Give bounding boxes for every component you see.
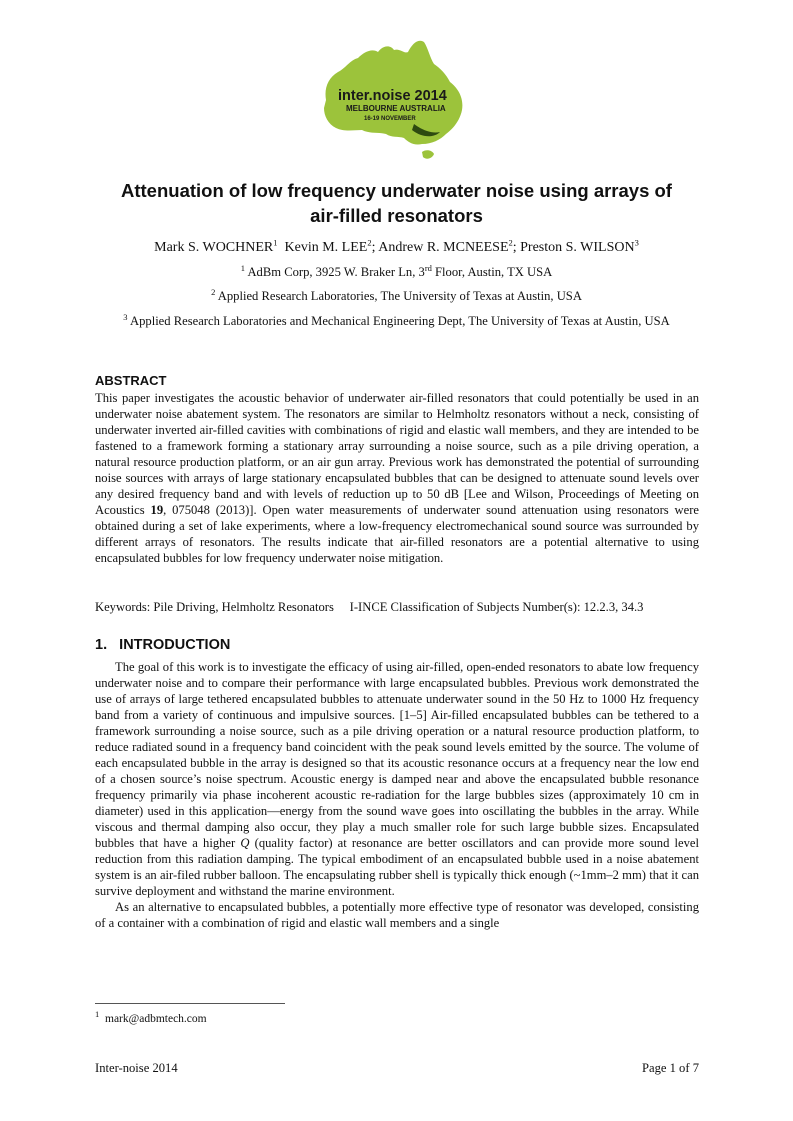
- footer-conference: Inter-noise 2014: [95, 1061, 178, 1075]
- author-separator: [278, 240, 285, 255]
- abstract-text: [95, 390, 699, 566]
- intro-text-part: The goal of this work is to investigate the efficacy of using air-filled, open-ended resonators to abate low frequency underwater noise and to compare their performance with large encapsulated bubbles. Previous work demonstrated the use of arrays of large tethered encapsulated bubbles to attenuate underwater sound in the 50 Hz to 1000 Hz frequency band from a variety of continuous and impulsive sources. [1–5] Air-filled encapsulated bubbles can be tethered to a framework surrounding a noise source, such as a pile driving operation or a natural resource production platform, to reduce radiated sound in a frequency band coincident with the peak sound levels emitted by the source. The volume of each encapsulated bubble in the array is designed so that its acoustic resonance occurs at a frequency near the low end of a chosen source’s noise spectrum. Acoustic energy is damped near and above the encapsulated bubble resonance frequency primarily via phase incoherent acoustic re-radiation for the large bubbles sizes (approximately 10 cm in diameter) used in this application—energy from the sound wave goes into oscillating the bubbles in the array. While viscous and thermal damping also occur, they play a much smaller role for such large bubble sizes. Encapsulated bubbles that have a higher: [95, 660, 699, 850]
- abstract-volume-number: 19: [150, 503, 164, 517]
- logo-line-2: MELBOURNE AUSTRALIA: [346, 104, 446, 113]
- author-mark: 1: [273, 237, 278, 248]
- footnote-divider: [95, 1003, 285, 1004]
- author-name: Preston S. WILSON: [520, 240, 635, 255]
- author-mark: 3: [634, 237, 639, 248]
- australia-map-icon: [318, 38, 468, 163]
- author-mark: 2: [367, 237, 372, 248]
- author-name: Kevin M. LEE: [284, 240, 368, 255]
- affiliation-text: AdBm Corp, 3925 W. Braker Ln, 3: [245, 265, 425, 279]
- affiliation-mark: 1: [240, 262, 245, 273]
- affiliation-1: [40, 262, 753, 280]
- affiliation-text: Applied Research Laboratories, The University of Texas at Austin, USA: [215, 289, 582, 303]
- affiliation-3: [40, 311, 753, 329]
- author-list: [40, 237, 753, 256]
- introduction-heading: 1. INTRODUCTION: [95, 637, 231, 653]
- footer-page-number: Page 1 of 7: [641, 1061, 699, 1075]
- abstract-text-part: This paper investigates the acoustic behavior of underwater air-filled resonators that could potentially be used in an underwater noise abatement system. The resonators are similar to Helmholtz resonators without a neck, consisting of underwater inverted air-filled cavities with combinations of rigid and elastic wall members, and they are intended to be fastened to a framework forming a stationary array surrounding a noise source, such as a pile driving operation, a natural resource production platform, or an air gun array. Previous work has demonstrated the potential of surrounding noise sources with arrays of large stationary encapsulated bubbles that can be designed to attenuate sound levels over any desired frequency band and with levels of reduction up to 50 dB [Lee and Wilson, Proceedings of Meeting on Acoustics: [95, 391, 699, 517]
- footnote-mark: 1: [95, 1009, 100, 1020]
- affiliation-text: Applied Research Laboratories and Mechanical Engineering Dept, The University of Texas at Austin, USA: [127, 314, 670, 328]
- title-line-1: Attenuation of low frequency underwater noise using arrays of: [121, 180, 672, 201]
- author-name: Mark S. WOCHNER: [154, 240, 274, 255]
- tasmania-shape: [422, 150, 434, 158]
- conference-logo: [318, 38, 468, 163]
- affiliation-text: Floor, Austin, TX USA: [431, 265, 553, 279]
- author-name: Andrew R. MCNEESE: [378, 240, 509, 255]
- affiliation-mark: 3: [123, 311, 128, 322]
- footnote-email-link[interactable]: mark@adbmtech.com: [105, 1013, 207, 1025]
- abstract-text-part: , 075048 (2013)]. Open water measurements of underwater sound attenuation using resonators were obtained during a set of lake experiments, where a low-frequency electromechanical sound source was surrounded by different arrays of resonators. The results indicate that air-filled resonators are a potential alternative to using encapsulated bubbles for low frequency underwater noise mitigation.: [95, 503, 699, 565]
- intro-text-part: (quality factor) at resonance are better oscillators and can provide more sound level reduction from this radiation damping. The typical embodiment of an encapsulated bubble used in a noise abatement system is an air-filed rubber balloon. The encapsulating rubber shell is typically thick enough (~1mm–2 mm) that it can survive deployment and withstand the marine environment.: [95, 836, 700, 898]
- intro-paragraph-2: As an alternative to encapsulated bubbles, a potentially more effective type of resonator was developed, consisting of a container with a combination of rigid and elastic wall members and a single: [95, 900, 699, 930]
- author-separator: ;: [512, 240, 521, 255]
- logo-line-3: 16-19 NOVEMBER: [364, 116, 416, 122]
- author-separator: ;: [371, 240, 379, 255]
- author-mark: 2: [508, 237, 513, 248]
- introduction-body: [95, 659, 699, 931]
- logo-line-1: inter.noise 2014: [338, 88, 447, 104]
- paper-title: [60, 178, 733, 228]
- title-line-2: air-filled resonators: [310, 205, 483, 226]
- keywords-line: Keywords: Pile Driving, Helmholtz Resonators I-INCE Classification of Subjects Number(s): 12.2.3, 34.3: [95, 600, 644, 614]
- intro-italic-q: Q: [240, 836, 250, 850]
- affiliation-sup: rd: [424, 262, 432, 273]
- affiliation-mark: 2: [211, 286, 216, 297]
- affiliation-2: [40, 286, 753, 304]
- intro-paragraph-1: [95, 659, 699, 899]
- footnote: [95, 1009, 207, 1025]
- abstract-heading: ABSTRACT: [95, 373, 167, 388]
